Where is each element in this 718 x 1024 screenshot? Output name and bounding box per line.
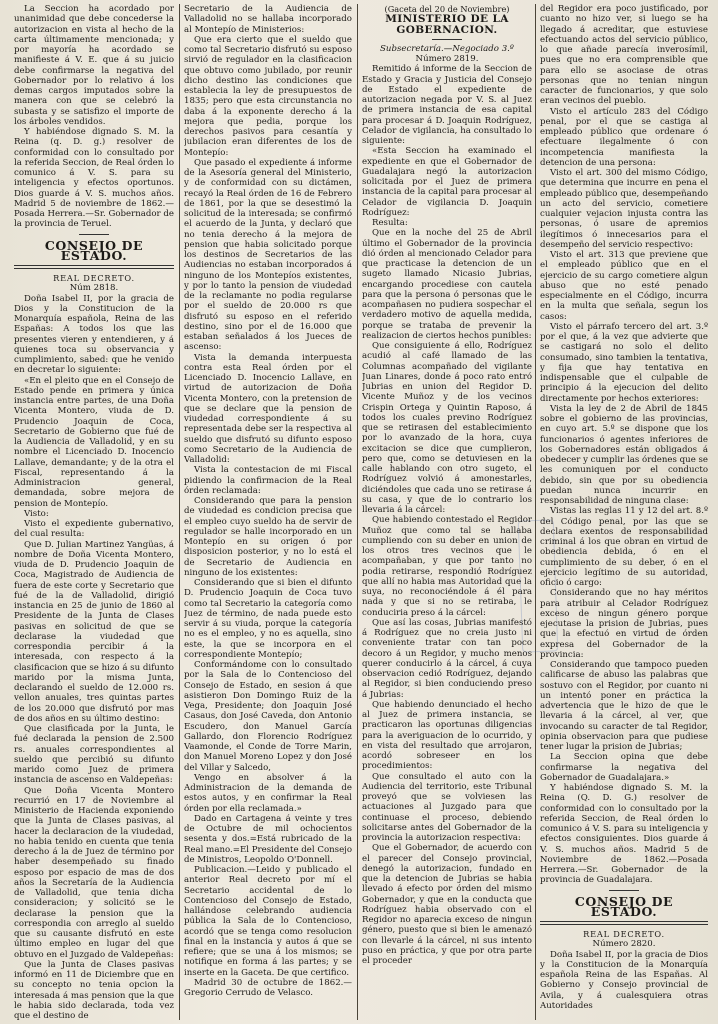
paragraph: Que Doña Vicenta Montero recurrió en 17 de Noviembre al Ministerio de Hacienda exponiendo que la Junta de Clases pasivas, al hacer la declaracion de la viudedad, no habia tenido en cuenta que tenia derecho á la de Juez de término por haber desempeñado su finado esposo por espacio de mas de dos años la Secretaría de la Audiencia de Valladolid, que tenia dicha consideracion; y solicitó se le declarase la pension que la correspondia con arreglo al sueldo que su causante disfrutó en este último empleo en lugar del que obtuvo en el Juzgado de Valdepeñas: xyxy=(14,785,174,960)
heading-rule xyxy=(14,265,174,269)
paragraph: Que en la noche del 25 de Abril último el Gobernador de la provincia dió órden al mencionado Celador para que practicase la detencion de un sugeto llamado Nicasio Jubrias, encargando procediese con cautela para que la persona ó personas que le acompañasen no pudiera sospechar el verdadero motivo de aquella medida, porque se trataba de prevenir la realizacion de ciertos hechos punibles: xyxy=(362,228,532,341)
order-number: Número 2819. xyxy=(415,54,479,64)
decree-subheading: REAL DECRETO. xyxy=(583,929,665,939)
paragraph: Considerando que si bien el difunto D. Prudencio Joaquin de Coca tuvo como tal Secretario la categoría como Juez de término, de nada puede esto servir á su viuda, porque la categoría no es el empleo, y no es aquella, sino este, la que se incorpora en el correspondiente Montepío; xyxy=(184,578,352,660)
column-3 xyxy=(362,4,532,1022)
paragraph: Doña Isabel II, por la gracia de Dios y la Constitucion de la Monarquía española, Reina de las Españas: A todos los que las presentes vieren y entendieren, y á quienes toca su observancia y cumplimiento, sabed: que he venido en decretar lo siguiente: xyxy=(14,293,174,376)
column-1 xyxy=(14,4,174,1022)
paragraph: «En el pleito que en el Consejo de Estado pende en primera y única instancia entre partes, de una Doña Vicenta Montero, viuda de D. Prudencio Joaquin de Coca, Secretario de Gobierno que fué de la Audiencia de Valladolid, y en su nombre el Licenciado D. Inocencio Lallave, demandante; y de la otra el Fiscal, representando á la Administracion general, demandada, sobre mejora de pension de Montepío. xyxy=(14,375,174,509)
paragraph: Que clasificada por la Junta, le fué declarada la pension de 2.500 rs. anuales correspondientes al sueldo que percibió su difunto marido como Juez de primera instancia de ascenso en Valdepeñas: xyxy=(14,724,174,786)
paragraph: Conformándome con lo consultado por la Sala de lo Contencioso del Consejo de Estado, en sesion á que asistieron Don Domingo Ruiz de la Vega, Presidente; don Joaquin José Casaus, don José Caveda, don Antonio Escudero, don Manuel García Gallardo, don Florencio Rodríguez Vaamonde, el Conde de Torre Marin, don Manuel Moreno Lopez y don José del Villar y Salcedo, xyxy=(184,660,352,773)
decree-number: Núm 2818. xyxy=(69,283,119,294)
paragraph: Resulta: xyxy=(372,218,408,228)
paragraph: La Seccion ha acordado por unanimidad que debe concederse la autorizacion en vista al hecho de la carta últimamente mencionada; y por mayoría ha acordado se manifieste á V. E. que á su juicio debe confirmarse la negativa del Gobernador por lo relativo á los demas cargos imputados sobre la manera con que se celebró la subasta y se satisfizo el importe de los árboles vendidos. xyxy=(14,4,174,127)
paragraph: Que habiendo contestado el Regidor Muñoz que como tal se hallaba cumpliendo con su deber en union de los otros tres vecinos que le acompañaban, y que por tanto no podia retirarse, respondió Rodríguez que allí no habia mas Autoridad que la suya, no reconociéndole á él para nada y que si no se retiraba, le conduciria preso á la cárcel: xyxy=(362,515,532,618)
paragraph: Visto el expediente gubernativo, del cual resulta: xyxy=(14,519,174,540)
section-heading: CONSEJO DE ESTADO. xyxy=(44,237,144,263)
column-divider xyxy=(357,4,358,1020)
paragraph: Que consiguiente á ello, Rodríguez acudió al café llamado de las Columnas acompañado del vigilante Juan Linares, donde á poco rato entró Jubrias en union del Regidor D. Vicente Muñoz y de los vecinos Crispin Ortega y Quintin Raposo, á todos los cuales previno Rodríguez que se retirasen del establecimiento por lo avanzado de la hora, cuya excitacion se dice que cumplieron, pero que, como se detuviesen en la calle hablando con otro sugeto, el Rodríguez volvió á amonestarles, diciéndoles que cada uno se retirase á su casa, y que de lo contrario los llevaria á la cárcel: xyxy=(362,341,532,515)
paragraph: Que la Junta de Clases pasivas informó en 11 de Diciembre que en su concepto no tenia opcion la interesada á mas pension que la que le habia sido declarada, toda vez que el destino de xyxy=(14,959,174,1021)
paragraph: del Regidor era poco justificado, por cuanto no hizo ver, si luego se ha llegado á acreditar, que estuviese efectuando actos del servicio público, lo que añade parecía inverosímil, pues que no era comprensible que para ello se asociase de otras personas que no tenian ningun caracter de funcionarios, y que solo eran vecinos del pueblo. xyxy=(540,4,708,107)
paragraph: Visto: xyxy=(24,508,49,519)
paragraph: Publicacion.—Leido y publicado el anterior Real decreto por mí el Secretario accidental de lo Contencioso del Consejo de Estado, hallándose celebrando audiencia pública la Sala de lo Contencioso, acordó que se tenga como resolucion final en la instancia y autos á que se refiere; que se una á los mismos; se notifique en forma á las partes; y se inserte en la Gaceta. De que certifico. xyxy=(184,865,352,978)
decree-number: Número 2820. xyxy=(592,939,656,950)
paragraph: Visto el art. 313 que previene que el empleado público que en el ejercicio de su cargo cometiere algun abuso que no esté penado especialmente en el Código, incurra en la multa que señala, segun los casos: xyxy=(540,250,708,322)
paragraph: Vista la ley de 2 de Abril de 1845 sobre el gobierno de las provincias, en cuyo art. 5.º se dispone que los funcionarios ó agentes inferiores de los Gobernadores están obligados á obedecer y cumplir las órdenes que se les comuniquen por el conducto debido, sin que por su obediencia puedan nunca incurrir en responsabilidad de ninguna clase: xyxy=(540,403,708,506)
paragraph: Que era cierto que el sueldo que como tal Secretario disfrutó su esposo sirvió de regulador en la clasificacion que obtuvo como jubilado, por reunir dicho destino las condiciones que establecia la ley de presupuestos de 1835; pero que esta circunstancia no daba á la exponente derecho á la mejora que pedia, porque los derechos pasivos para cesantía y jubilacion eran diferentes de los de Montepío: xyxy=(184,34,352,158)
gazette-date-header: (Gaceta del 20 de Noviembre) xyxy=(384,4,510,14)
paragraph: Remitido á informe de la Seccion de Estado y Gracia y Justicia del Consejo de Estado el expediente de autorizacion negada por V. S. al Juez de primera instancia de esa capital para procesar á D. Joaquin Rodríguez, Celador de vigilancia, ha consultado lo siguiente: xyxy=(362,64,532,146)
paragraph: Secretario de la Audiencia de Valladolid no se hallaba incorporado al Montepío de Ministerios: xyxy=(184,4,352,35)
paragraph: Considerando que para la pension de viudedad es condicion precisa que el empleo cuyo sueldo ha de servir de regulador se halle incorporado en un Montepío en su origen ó por disposicion posterior, y no lo está el de Secretario de Audiencia en ninguno de los existentes: xyxy=(184,496,352,578)
separator-rule xyxy=(432,39,462,40)
separator-rule xyxy=(609,890,639,891)
column-4 xyxy=(540,4,708,1022)
section-heading: CONSEJO DE ESTADO. xyxy=(574,893,674,919)
paragraph: Que consultado el auto con la Audiencia del territorio, este Tribunal proveyó que se volviesen las actuaciones al Juzgado para que continuase el proceso, debiendo solicitarse antes del Gobernador de la provincia la autorizacion respectiva: xyxy=(362,771,532,843)
separator-rule xyxy=(79,234,109,235)
subsecretaria-label: Subsecretaría.—Negociado 3.º xyxy=(380,43,514,54)
paragraph: Madrid 30 de octubre de 1862.—Gregorio Cerrudo de Velasco. xyxy=(184,977,352,998)
paragraph: Y habiéndose dignado S. M. la Reina (q. D. g.) resolver de conformidad con lo consultado por la referida Seccion, de Real órden lo comunico á V. S. para su inteligencia y efectos oportunos. Dios guarde á V. S. muchos años. Madrid 5 de noviembre de 1862.—Posada Herrera.—Sr. Gobernador de la provincia de Teruel. xyxy=(14,127,174,230)
paragraph: Vista la demanda interpuesta contra esta Real órden por el Licenciado D. Inocencio Lallave, en virtud de autorizacion de Doña Vicenta Montero, con la pretension de que se declare que la pension de viudedad correspondiente á su representada debe ser la respectiva al sueldo que disfrutó su difunto esposo como Secretario de la Audiencia de Valladolid: xyxy=(184,352,352,465)
paragraph: Visto el párrafo tercero del art. 3.º por el que, á la vez que advierte que se castigará no solo el delito consumado, sino tambien la tentativa, y fija que hay tentativa en indispensable que el culpable de principio á la ejecucion del delito directamente por hechos exteriores: xyxy=(540,321,708,404)
paragraph: Que habiendo denunciado el hecho al Juez de primera instancia, se practicaron las oportunas diligencias para la averiguacion de lo ocurrido, y en vista del resultado que arrojaron, acordó sobreseer en los procedimientos: xyxy=(362,699,532,772)
paragraph: Que pasado el expediente á informe de la Asesoría general del Ministerio, y de conformidad con su dictámen, recayó la Real órden de 16 de Febrero de 1861, por la que se desestimó la solicitud de la interesada; se confirmó el acuerdo de la Junta, y declaró que no tenia derecho á la mejora de pension que habia solicitado porque los destinos de Secretarios de las Audiencias no estaban incorporados á ninguno de los Montepíos existentes, y por lo tanto la pension de viudedad de la reclamante no podia regularse por el sueldo de 20.000 rs que disfrutó su esposo en el referido destino, sino por el de 16.000 que estaban señalados á los Jueces de ascenso: xyxy=(184,157,352,353)
paragraph: «Esta Seccion ha examinado el expediente en que el Gobernador de Guadalajara negó la autorizacion solicitada por el Juez de primera instancia de la capital para procesar al Celador de vigilancia D. Joaquin Rodríguez: xyxy=(362,146,532,218)
paragraph: Dado en Cartagena á veinte y tres de Octubre de mil ochocientos sesenta y dos.=Está rubricado de la Real mano.=El Presidente del Consejo de Ministros, Leopoldo O'Donnell. xyxy=(184,813,352,865)
ministry-heading: MINISTERIO DE LA GOBERNACION. xyxy=(385,13,509,36)
paragraph: Vista la contestacion de mi Fiscal pidiendo la confirmacion de la Real órden reclamada: xyxy=(184,465,352,496)
paragraph: Que D. Julian Martinez Yangüas, á nombre de Doña Vicenta Montero, viuda de D. Prudencio Joaquin de Coca, Magistrado de Audiencia de fuera de este corte y Secretario que fué de la de Valladolid, dirigió instancia en 25 de junio de 1860 al Presidente de la Junta de Clases pasivas en solicitud de que se declarase la viudedad que correspondia percibir á la interesada, con respecto á la clasificacion que se hizo á su difunto marido por la misma Junta, declarando el sueldo de 12.000 rs. vellon anuales, tres quintas partes de los 20.000 que disfrutó por mas de dos años en su último destino: xyxy=(14,539,174,724)
paragraph: Que así las cosas, Jubrias manifestó á Rodríguez que no creia justo ni conveniente tratar con tan poco decoro á un Regidor, y mucho menos querer conducirlo á la cárcel, á cuya observacion cedió Rodríguez, dejando al Regidor, si bien conduciendo preso á Jubrias: xyxy=(362,617,532,700)
paragraph: La Seccion opina que debe confirmarse la negativa del Gobernador de Guadalajara.» xyxy=(540,752,708,783)
column-divider xyxy=(179,4,180,1020)
paragraph: Visto el artículo 283 del Código penal, por el que se castiga al empleado público que ordenare ó efectuare ilegalmente ó con incompetencia manifiesta la detencion de una persona: xyxy=(540,106,708,168)
paragraph: Vistas las reglas 11 y 12 del art. 8.º del Código penal, por las que se declara exentos de responsabilidad criminal á los que obran en virtud de obediencia debida, ó en el cumplimiento de su deber, ó en el ejercicio legítimo de su autoridad, oficio ó cargo: xyxy=(540,506,708,588)
paragraph: Doña Isabel II, por la gracia de Dios y la Constitucion de la Monarquía española Reina de las Españas. Al Gobierno y Consejo provincial de Avila, y á cualesquiera otras Autoridades xyxy=(540,949,708,1011)
column-divider xyxy=(535,4,536,1020)
paragraph: Vengo en absolver á la Administracion de la demanda de estos autos, y en confirmar la Real órden por ella reclamada.» xyxy=(184,772,352,814)
paragraph: Considerando que tampoco pueden calificarse de abuso las palabras que sostuvo con el Regidor, por cuanto ni un intentó poner en práctica la advertencia que le hizo de que le llevaria á la cárcel, al ver, que invocando su caracter de tal Regidor, opinia observacion para que pudiese tener lugar la prision de Jubrias; xyxy=(540,660,708,752)
paragraph: Visto el art. 300 del mismo Código, que determina que incurre en pena el empleado público que, desempeñando un acto del servicio, cometiere cualquier vejacion injusta contra las personas, ó usare de apremios ilegítimos ó innecesarios para el desempeño del servicio respectivo: xyxy=(540,168,708,250)
paragraph: Y habiéndose dignado S. M. la Reina (Q. D. G.) resolver de conformidad con lo consultado por la referida Seccion, de Real órden lo comunico á V. S. para su inteligencia y efectos consiguientes. Dios guarde á V. S. muchos años. Madrid 5 de Noviembre de 1862.—Posada Herrera.—Sr. Gobernador de la provincia de Guadalajara. xyxy=(540,783,708,886)
decree-subheading: REAL DECRETO. xyxy=(53,273,135,283)
paragraph: Que el Gobernador, de acuerdo con el parecer del Consejo provincial, denegó la autorizacion, fundado en que la detencion de Jubrias se habia llevado á efecto por órden del mismo Gobernador, y que en la conducta que Rodríguez habia observado con el Regidor no aparecia exceso de ningun género, puesto que si bien le amenazó con llevarle á la cárcel, ni sus intento puso en práctica, y que por otra parte el proceder xyxy=(362,843,532,966)
column-2 xyxy=(184,4,352,1022)
paragraph: Considerando que no hay méritos para atribuir al Celador Rodríguez exceso de ningun género porque ejecutase la prision de Jubrias, pues que la efectuó en virtud de órden expresa del Gobernador de la provincia: xyxy=(540,588,708,660)
heading-rule xyxy=(540,921,708,925)
